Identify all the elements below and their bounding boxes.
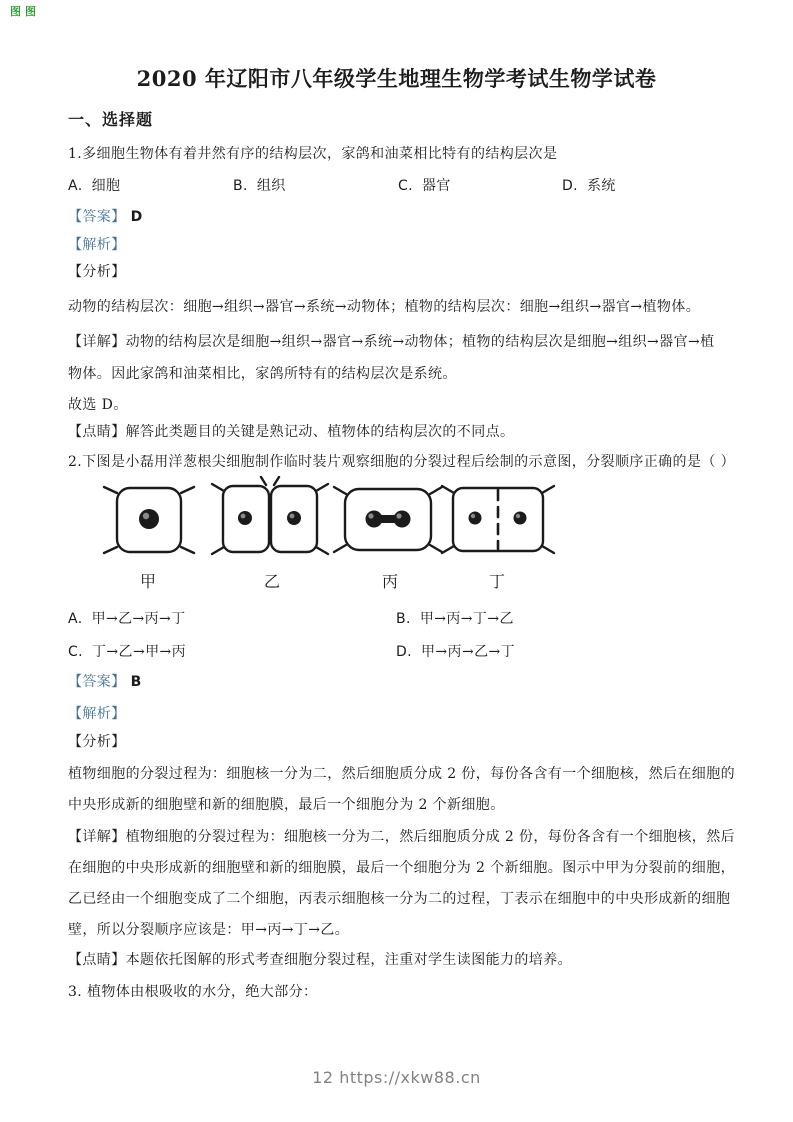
q2-options-row-1	[68, 608, 726, 628]
q2-tip-line: 【点睛】本题依托图解的形式考查细胞分裂过程，注重对学生读图能力的培养。	[68, 952, 572, 968]
page-title: 2020 年辽阳市八年级学生地理生物学考试生物学试卷	[136, 66, 657, 91]
q1-options	[68, 175, 726, 195]
q2-detail-line: 壁，所以分裂顺序应该是：甲→丙→丁→乙。	[68, 922, 350, 938]
q2-detail-line: 【详解】植物细胞的分裂过程为：细胞核一分为二，然后细胞质分成 2 份，每份各含有一个细胞核，然后	[68, 829, 736, 845]
image-placeholder-icon: 图	[10, 5, 25, 18]
q2-detail-line: 乙已经由一个细胞变成了二个细胞，丙表示细胞核一分为二的过程，丁表示在细胞中的中央形成新的细胞	[68, 891, 731, 907]
q2-option-c	[68, 641, 186, 661]
q1-answer-letter: D	[130, 209, 143, 225]
q2-option-d	[396, 641, 515, 661]
q1-option-a	[68, 175, 120, 195]
option-text: 甲→丙→丁→乙	[419, 611, 514, 627]
figure-label-bing: 丙	[381, 572, 399, 591]
q1-jiexi-marker: 【解析】	[68, 237, 126, 253]
figure-label-ding: 丁	[488, 572, 506, 591]
option-text: 细胞	[91, 178, 121, 194]
option-text: 组织	[256, 178, 286, 194]
q1-detail-line: 物体。因此家鸽和油菜相比，家鸽所特有的结构层次是系统。	[68, 366, 457, 382]
option-label: D.	[396, 644, 413, 660]
answer-marker: 【答案】	[68, 209, 126, 225]
option-text: 甲→乙→丙→丁	[91, 611, 186, 627]
option-label: C.	[398, 178, 414, 194]
q1-conclusion-line: 故选 D。	[68, 397, 128, 413]
cell-ding	[442, 486, 554, 553]
cell-jia	[104, 487, 194, 553]
q1-option-c	[398, 175, 451, 195]
figure-label-yi: 乙	[263, 572, 281, 591]
option-text: 丁→乙→甲→丙	[92, 644, 187, 660]
option-label: B.	[233, 178, 248, 194]
option-label: B.	[396, 611, 411, 627]
cell-bing	[334, 487, 442, 552]
section-heading: 一、选择题	[68, 110, 154, 129]
q2-options-row-2	[68, 641, 726, 661]
q3-stem: 3. 植物体由根吸收的水分，绝大部分：	[68, 984, 318, 1000]
cell-division-figure	[68, 476, 726, 594]
image-placeholder-icon: 图	[25, 5, 40, 18]
q2-answer-line	[68, 671, 142, 691]
q2-option-a	[68, 608, 186, 628]
option-text: 系统	[587, 178, 616, 194]
q2-fenxi-marker: 【分析】	[68, 734, 126, 750]
page-footer-watermark: 12 https://xkw88.cn	[312, 1068, 481, 1087]
q2-jiexi-marker: 【解析】	[68, 706, 126, 722]
q1-option-d	[562, 175, 616, 195]
q2-detail-line: 在细胞的中央形成新的细胞壁和新的细胞膜，最后一个细胞分为 2 个新细胞。图示中甲为分裂前的细胞，	[68, 860, 736, 876]
answer-marker: 【答案】	[68, 674, 126, 690]
q2-analysis-line: 植物细胞的分裂过程为：细胞核一分为二，然后细胞质分成 2 份，每份各含有一个细胞核，然后在细胞的	[68, 766, 736, 782]
q2-answer-letter: B	[130, 674, 142, 690]
option-label: D.	[562, 178, 579, 194]
cell-yi	[212, 477, 328, 554]
option-text: 甲→丙→乙→丁	[421, 644, 516, 660]
green-placeholder-icons	[10, 3, 40, 19]
q1-tip-line: 【点睛】解答此类题目的关键是熟记动、植物体的结构层次的不同点。	[68, 424, 515, 440]
q1-analysis-line: 动物的结构层次：细胞→组织→器官→系统→动物体；植物的结构层次：细胞→组织→器官→植物体。	[68, 299, 701, 315]
option-label: A.	[68, 178, 83, 194]
q1-detail-line: 【详解】动物的结构层次是细胞→组织→器官→系统→动物体；植物的结构层次是细胞→组织→器官→植	[68, 334, 715, 350]
figure-label-jia: 甲	[139, 572, 157, 591]
q1-fenxi-marker: 【分析】	[68, 264, 126, 280]
q2-option-b	[396, 608, 514, 628]
option-text: 器官	[422, 178, 451, 194]
option-label: A.	[68, 611, 83, 627]
q2-analysis-line: 中央形成新的细胞壁和新的细胞膜，最后一个细胞分为 2 个新细胞。	[68, 797, 505, 813]
q1-option-b	[233, 175, 286, 195]
q1-stem: 1.多细胞生物体有着井然有序的结构层次，家鸽和油菜相比特有的结构层次是	[68, 146, 558, 162]
option-label: C.	[68, 644, 84, 660]
q2-stem: 2.下图是小磊用洋葱根尖细胞制作临时装片观察细胞的分裂过程后绘制的示意图，分裂顺序正确的是（ ）	[68, 454, 736, 470]
q1-answer-line	[68, 206, 143, 226]
